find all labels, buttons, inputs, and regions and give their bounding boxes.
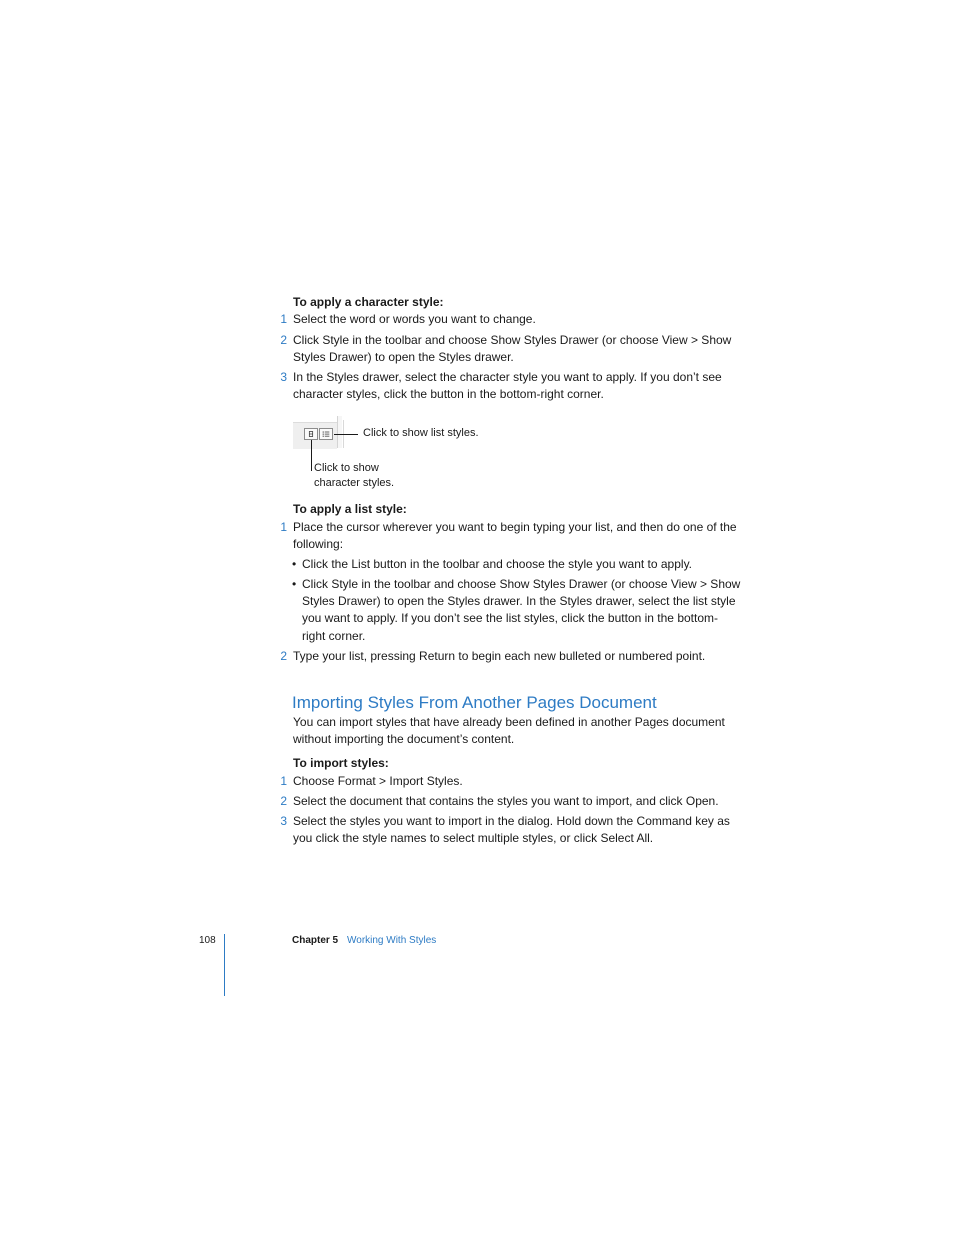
step-number: 2: [280, 794, 287, 808]
step-number: 3: [280, 370, 287, 384]
step-text: character styles, click the button in the bottom-right corner.: [293, 387, 604, 401]
step-number: 1: [280, 312, 287, 326]
step-text: following:: [293, 537, 344, 551]
import-styles-label: To import styles:: [293, 756, 389, 770]
bullet: •: [292, 557, 297, 571]
bullet-text: Click the List button in the toolbar and choose the style you want to apply.: [302, 557, 693, 571]
page-number: 108: [199, 935, 216, 946]
intro-text: You can import styles that have already been defined in another Pages document: [293, 715, 725, 729]
bullet-text: Styles Drawer) to open the Styles drawer. In the Styles drawer, select the list style: [302, 594, 736, 608]
chapter-label: Chapter 5: [292, 935, 339, 946]
bullet-text: you want to apply. If you don’t see the list styles, click the button in the bottom-: [302, 611, 718, 625]
callout-character-styles: Click to show: [314, 462, 379, 474]
step-text: Click Style in the toolbar and choose Show Styles Drawer (or choose View > Show: [293, 333, 732, 347]
list-style-label: To apply a list style:: [293, 502, 407, 516]
step-text: Select the styles you want to import in the dialog. Hold down the Command key as: [293, 814, 730, 828]
step-text: you click the style names to select multiple styles, or click Select All.: [293, 831, 654, 845]
callout-character-styles: character styles.: [314, 477, 395, 489]
step-text: Styles Drawer) to open the Styles drawer.: [293, 350, 514, 364]
bullet-text: right corner.: [302, 629, 366, 643]
callout-leader-character: [311, 440, 312, 471]
list-styles-button[interactable]: [319, 428, 333, 440]
section-heading: Importing Styles From Another Pages Document: [292, 693, 657, 712]
bullet-text: Click Style in the toolbar and choose Show Styles Drawer (or choose View > Show: [302, 577, 741, 591]
callout-list-styles: Click to show list styles.: [363, 427, 479, 439]
step-number: 2: [280, 333, 287, 347]
chapter-title: Working With Styles: [347, 935, 437, 946]
step-text: In the Styles drawer, select the character style you want to apply. If you don’t see: [293, 370, 722, 384]
callout-leader-list: [334, 434, 358, 435]
drawer-edge: [337, 416, 342, 448]
step-text: Choose Format > Import Styles.: [293, 774, 463, 788]
step-text: Select the word or words you want to change.: [293, 312, 536, 326]
step-text: Place the cursor wherever you want to begin typing your list, and then do one of the: [293, 520, 737, 534]
list-styles-icon: [320, 429, 332, 439]
intro-text: without importing the document’s content.: [293, 732, 515, 746]
character-styles-icon: [305, 429, 317, 439]
step-text: Type your list, pressing Return to begin each new bulleted or numbered point.: [293, 649, 706, 663]
step-number: 1: [280, 520, 287, 534]
character-styles-button[interactable]: [304, 428, 318, 440]
step-text: Select the document that contains the styles you want to import, and click Open.: [293, 794, 719, 808]
bullet: •: [292, 577, 297, 591]
footer-divider: [224, 934, 225, 996]
character-style-label: To apply a character style:: [293, 295, 444, 309]
step-number: 3: [280, 814, 287, 828]
step-number: 2: [280, 649, 287, 663]
step-number: 1: [280, 774, 287, 788]
